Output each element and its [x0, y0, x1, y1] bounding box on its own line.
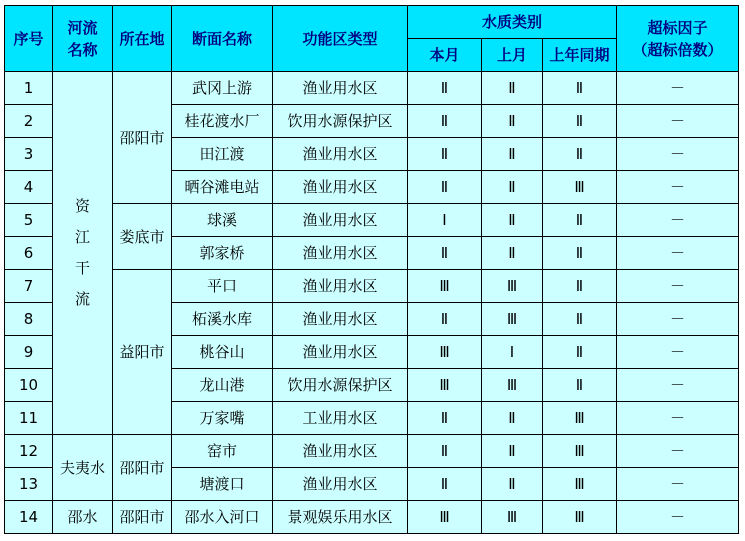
- cell-last-year-same: Ⅱ: [543, 336, 617, 369]
- cell-function-type: 渔业用水区: [273, 435, 408, 468]
- cell-last-month: Ⅱ: [482, 402, 543, 435]
- cell-section: 武冈上游: [172, 72, 273, 105]
- table-row: [5, 72, 739, 105]
- header-last-month: 上月: [482, 39, 543, 72]
- cell-exceed: －: [617, 369, 739, 402]
- cell-last-month: Ⅱ: [482, 171, 543, 204]
- cell-last-year-same: Ⅱ: [543, 72, 617, 105]
- table-row: [5, 204, 739, 237]
- cell-last-year-same: Ⅱ: [543, 303, 617, 336]
- cell-last-year-same: Ⅲ: [543, 468, 617, 501]
- header-location: 所在地: [113, 6, 172, 72]
- location-loudi: 娄底市: [113, 204, 172, 270]
- location-shaoyang: 邵阳市: [113, 72, 172, 204]
- cell-function-type: 渔业用水区: [273, 138, 408, 171]
- cell-this-month: Ⅲ: [408, 369, 482, 402]
- cell-function-type: 渔业用水区: [273, 171, 408, 204]
- cell-function-type: 饮用水源保护区: [273, 105, 408, 138]
- cell-last-year-same: Ⅱ: [543, 105, 617, 138]
- cell-section: 球溪: [172, 204, 273, 237]
- cell-this-month: Ⅱ: [408, 105, 482, 138]
- cell-last-year-same: Ⅲ: [543, 171, 617, 204]
- cell-exceed: －: [617, 435, 739, 468]
- cell-section: 田江渡: [172, 138, 273, 171]
- cell-function-type: 饮用水源保护区: [273, 369, 408, 402]
- cell-seq: 12: [5, 435, 53, 468]
- cell-function-type: 渔业用水区: [273, 237, 408, 270]
- cell-exceed: －: [617, 171, 739, 204]
- header-exceed: 超标因子 （超标倍数）: [617, 6, 739, 72]
- cell-section: 塘渡口: [172, 468, 273, 501]
- cell-section: 晒谷滩电站: [172, 171, 273, 204]
- cell-last-month: Ⅲ: [482, 270, 543, 303]
- cell-seq: 2: [5, 105, 53, 138]
- cell-seq: 14: [5, 501, 53, 534]
- header-section: 断面名称: [172, 6, 273, 72]
- river-zijiang: 资 江 干 流: [53, 72, 113, 435]
- cell-function-type: 渔业用水区: [273, 270, 408, 303]
- cell-this-month: Ⅱ: [408, 138, 482, 171]
- cell-section: 龙山港: [172, 369, 273, 402]
- cell-last-year-same: Ⅱ: [543, 369, 617, 402]
- cell-seq: 13: [5, 468, 53, 501]
- cell-last-year-same: Ⅱ: [543, 138, 617, 171]
- cell-exceed: －: [617, 468, 739, 501]
- table-row: [5, 270, 739, 303]
- cell-exceed: －: [617, 237, 739, 270]
- cell-last-year-same: Ⅱ: [543, 204, 617, 237]
- cell-last-month: Ⅱ: [482, 435, 543, 468]
- cell-exceed: －: [617, 138, 739, 171]
- cell-this-month: Ⅱ: [408, 171, 482, 204]
- location-shaoyang: 邵阳市: [113, 501, 172, 534]
- cell-last-month: Ⅱ: [482, 204, 543, 237]
- cell-last-month: Ⅰ: [482, 336, 543, 369]
- cell-this-month: Ⅱ: [408, 72, 482, 105]
- cell-this-month: Ⅱ: [408, 402, 482, 435]
- header-this-month: 本月: [408, 39, 482, 72]
- location-yiyang: 益阳市: [113, 270, 172, 435]
- cell-last-year-same: Ⅲ: [543, 435, 617, 468]
- cell-exceed: －: [617, 204, 739, 237]
- cell-last-month: Ⅱ: [482, 237, 543, 270]
- cell-seq: 7: [5, 270, 53, 303]
- cell-last-month: Ⅱ: [482, 105, 543, 138]
- cell-exceed: －: [617, 72, 739, 105]
- header-last-year-same: 上年同期: [543, 39, 617, 72]
- cell-exceed: －: [617, 336, 739, 369]
- cell-exceed: －: [617, 501, 739, 534]
- cell-seq: 10: [5, 369, 53, 402]
- cell-section: 万家嘴: [172, 402, 273, 435]
- river-shaoshui: 邵水: [53, 501, 113, 534]
- cell-function-type: 渔业用水区: [273, 336, 408, 369]
- header-function-type: 功能区类型: [273, 6, 408, 72]
- cell-section: 桂花渡水厂: [172, 105, 273, 138]
- cell-seq: 8: [5, 303, 53, 336]
- cell-this-month: Ⅱ: [408, 468, 482, 501]
- cell-function-type: 渔业用水区: [273, 468, 408, 501]
- header-river: 河流 名称: [53, 6, 113, 72]
- cell-exceed: －: [617, 270, 739, 303]
- cell-seq: 6: [5, 237, 53, 270]
- cell-last-month: Ⅲ: [482, 369, 543, 402]
- cell-section: 柘溪水库: [172, 303, 273, 336]
- cell-last-year-same: Ⅲ: [543, 402, 617, 435]
- cell-last-year-same: Ⅲ: [543, 501, 617, 534]
- cell-this-month: Ⅲ: [408, 336, 482, 369]
- cell-last-month: Ⅱ: [482, 468, 543, 501]
- table-header: [5, 6, 739, 72]
- cell-exceed: －: [617, 303, 739, 336]
- cell-section: 郭家桥: [172, 237, 273, 270]
- header-quality-group: 水质类别: [408, 6, 617, 39]
- cell-exceed: －: [617, 402, 739, 435]
- cell-seq: 5: [5, 204, 53, 237]
- cell-this-month: Ⅱ: [408, 237, 482, 270]
- cell-last-month: Ⅱ: [482, 138, 543, 171]
- cell-function-type: 渔业用水区: [273, 72, 408, 105]
- cell-this-month: Ⅱ: [408, 435, 482, 468]
- location-shaoyang: 邵阳市: [113, 435, 172, 501]
- cell-section: 桃谷山: [172, 336, 273, 369]
- table-body: [5, 72, 739, 534]
- cell-seq: 1: [5, 72, 53, 105]
- cell-this-month: Ⅱ: [408, 303, 482, 336]
- cell-seq: 9: [5, 336, 53, 369]
- cell-section: 邵水入河口: [172, 501, 273, 534]
- cell-section: 窑市: [172, 435, 273, 468]
- cell-function-type: 景观娱乐用水区: [273, 501, 408, 534]
- cell-last-month: Ⅲ: [482, 501, 543, 534]
- cell-this-month: Ⅲ: [408, 501, 482, 534]
- cell-seq: 4: [5, 171, 53, 204]
- water-quality-table: [4, 5, 739, 534]
- cell-this-month: Ⅲ: [408, 270, 482, 303]
- table-row: [5, 501, 739, 534]
- cell-last-month: Ⅲ: [482, 303, 543, 336]
- cell-function-type: 渔业用水区: [273, 204, 408, 237]
- cell-seq: 11: [5, 402, 53, 435]
- cell-last-year-same: Ⅱ: [543, 237, 617, 270]
- cell-seq: 3: [5, 138, 53, 171]
- cell-function-type: 渔业用水区: [273, 303, 408, 336]
- header-seq: 序号: [5, 6, 53, 72]
- cell-this-month: Ⅰ: [408, 204, 482, 237]
- cell-function-type: 工业用水区: [273, 402, 408, 435]
- cell-section: 平口: [172, 270, 273, 303]
- cell-last-year-same: Ⅱ: [543, 270, 617, 303]
- cell-exceed: －: [617, 105, 739, 138]
- table-row: [5, 435, 739, 468]
- river-fuyishui: 夫夷水: [53, 435, 113, 501]
- cell-last-month: Ⅱ: [482, 72, 543, 105]
